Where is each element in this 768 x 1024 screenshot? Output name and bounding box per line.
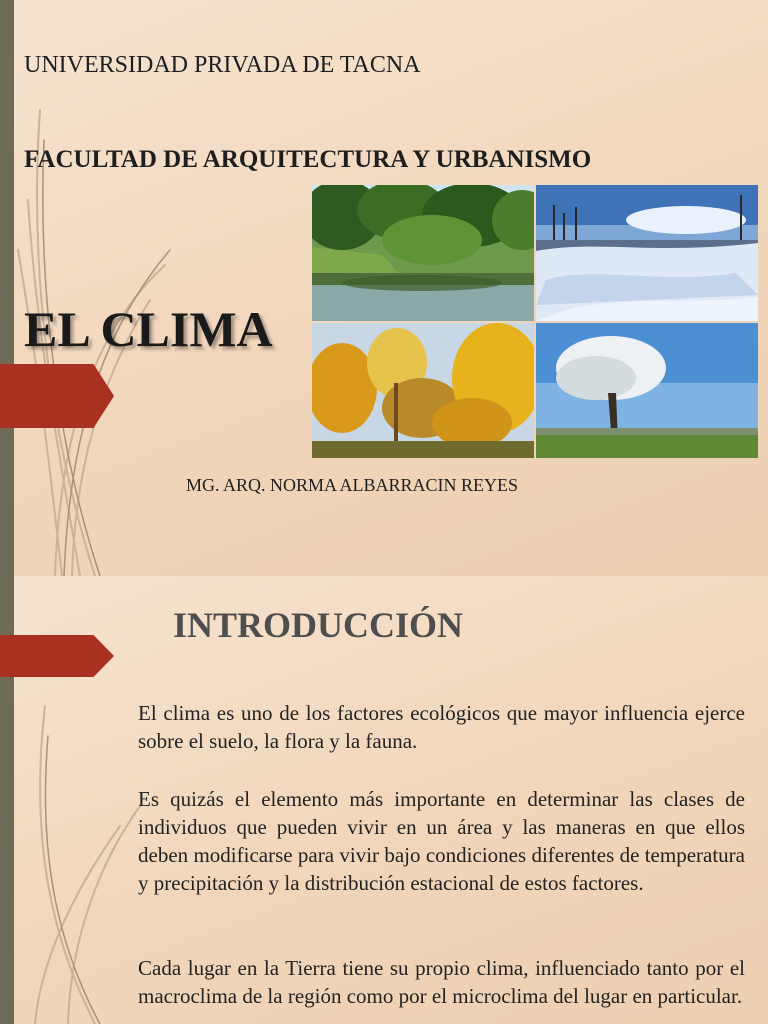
- paragraph: Cada lugar en la Tierra tiene su propio clima, influenciado tanto por el macroclima de la región como por el microclima del lugar en particular.: [138, 956, 745, 1008]
- university-name: UNIVERSIDAD PRIVADA DE TACNA: [24, 52, 421, 78]
- winter-snow-photo: [536, 185, 758, 321]
- autumn-trees-photo: [312, 323, 534, 458]
- author-name: MG. ARQ. NORMA ALBARRACIN REYES: [186, 475, 519, 495]
- faculty-name: FACULTAD DE ARQUITECTURA Y URBANISMO: [24, 146, 592, 173]
- seasons-photo-collage: [312, 185, 758, 458]
- spring-tree-photo: [536, 323, 758, 458]
- paragraph: Es quizás el elemento más importante en determinar las clases de individuos que pueden vivir en un área y las maneras en que ellos deben modificarse para vivir bajo condiciones diferentes de temperatura y precipitación y la distribución estacional de estos factores.: [138, 787, 745, 895]
- summer-lake-photo: [312, 185, 534, 321]
- accent-arrow-tab: [0, 635, 114, 677]
- accent-arrow-tab: [0, 364, 114, 428]
- paragraph: El clima es uno de los factores ecológicos que mayor influencia ejerce sobre el suelo, la flora y la fauna.: [138, 701, 745, 753]
- slide-title: EL CLIMA: [24, 301, 273, 357]
- decorative-grass-lines: [0, 0, 200, 576]
- section-heading: INTRODUCCIÓN: [173, 605, 464, 645]
